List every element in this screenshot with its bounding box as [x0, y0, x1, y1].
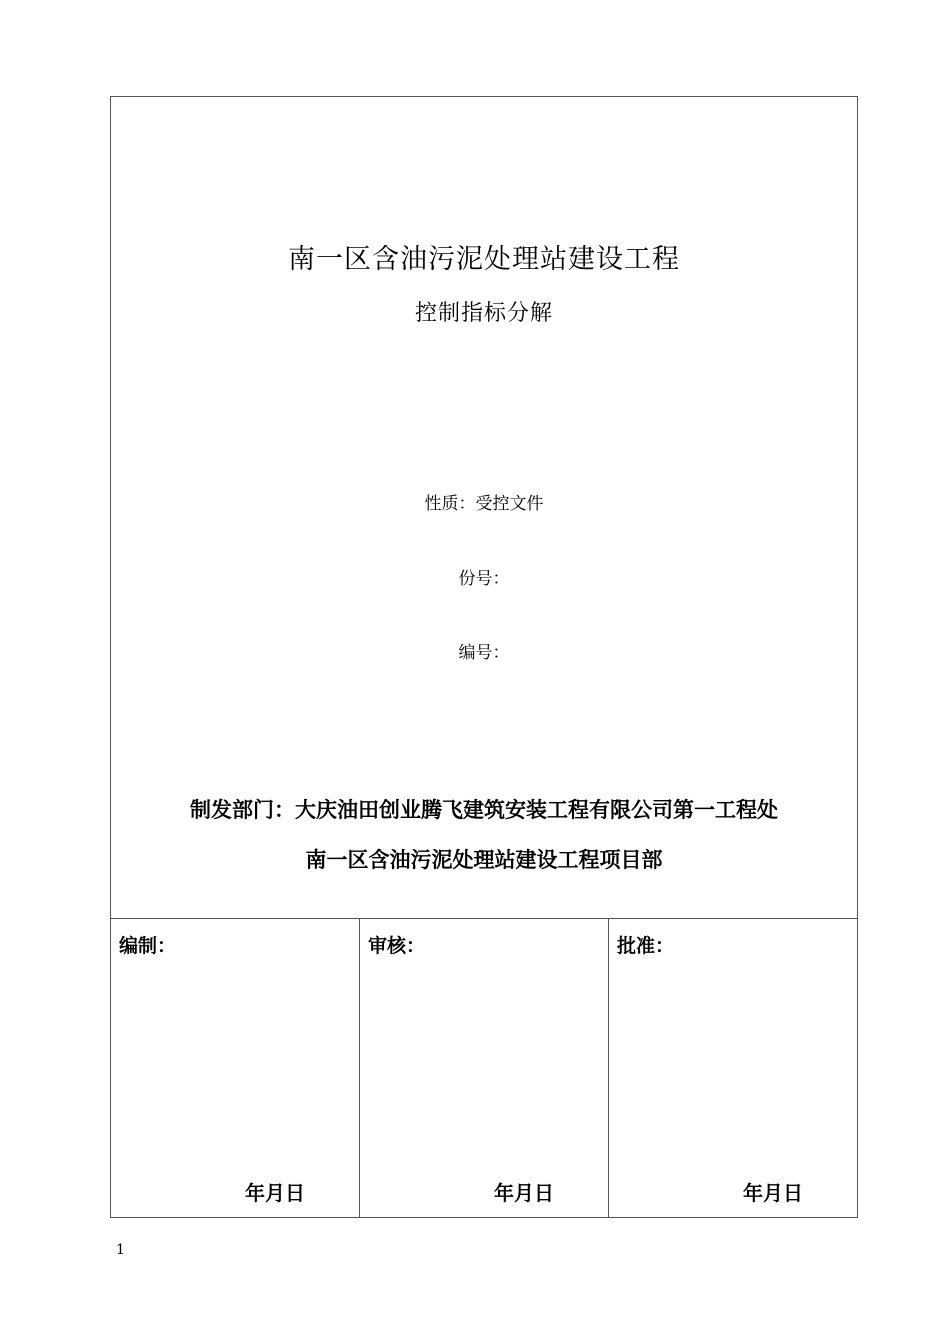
compiled-by-label: 编制：: [119, 935, 177, 957]
document-subtitle: 控制指标分解: [414, 301, 553, 326]
copy-number: 份号：: [458, 569, 510, 589]
issuing-department: 制发部门：大庆油田创业腾飞建筑安装工程有限公司第一工程处: [190, 798, 778, 822]
reviewed-by-label: 审核：: [368, 935, 426, 957]
approved-date: 年月日: [743, 1181, 803, 1205]
compiled-date: 年月日: [245, 1181, 305, 1205]
document-nature: 性质：受控文件: [424, 494, 544, 514]
signature-cell-approved: [608, 919, 857, 1217]
page-number: 1: [116, 1242, 125, 1258]
serial-number: 编号：: [458, 643, 510, 663]
approved-by-label: 批准：: [617, 935, 675, 957]
document-title: 南一区含油污泥处理站建设工程: [288, 244, 680, 275]
cover-section: [111, 97, 857, 919]
reviewed-date: 年月日: [494, 1181, 554, 1205]
document-frame: [110, 96, 858, 1218]
signature-cell-reviewed: [359, 919, 608, 1217]
project-department: 南一区含油污泥处理站建设工程项目部: [305, 848, 663, 872]
signature-table: [111, 919, 857, 1217]
signature-cell-compiled: [111, 919, 359, 1217]
